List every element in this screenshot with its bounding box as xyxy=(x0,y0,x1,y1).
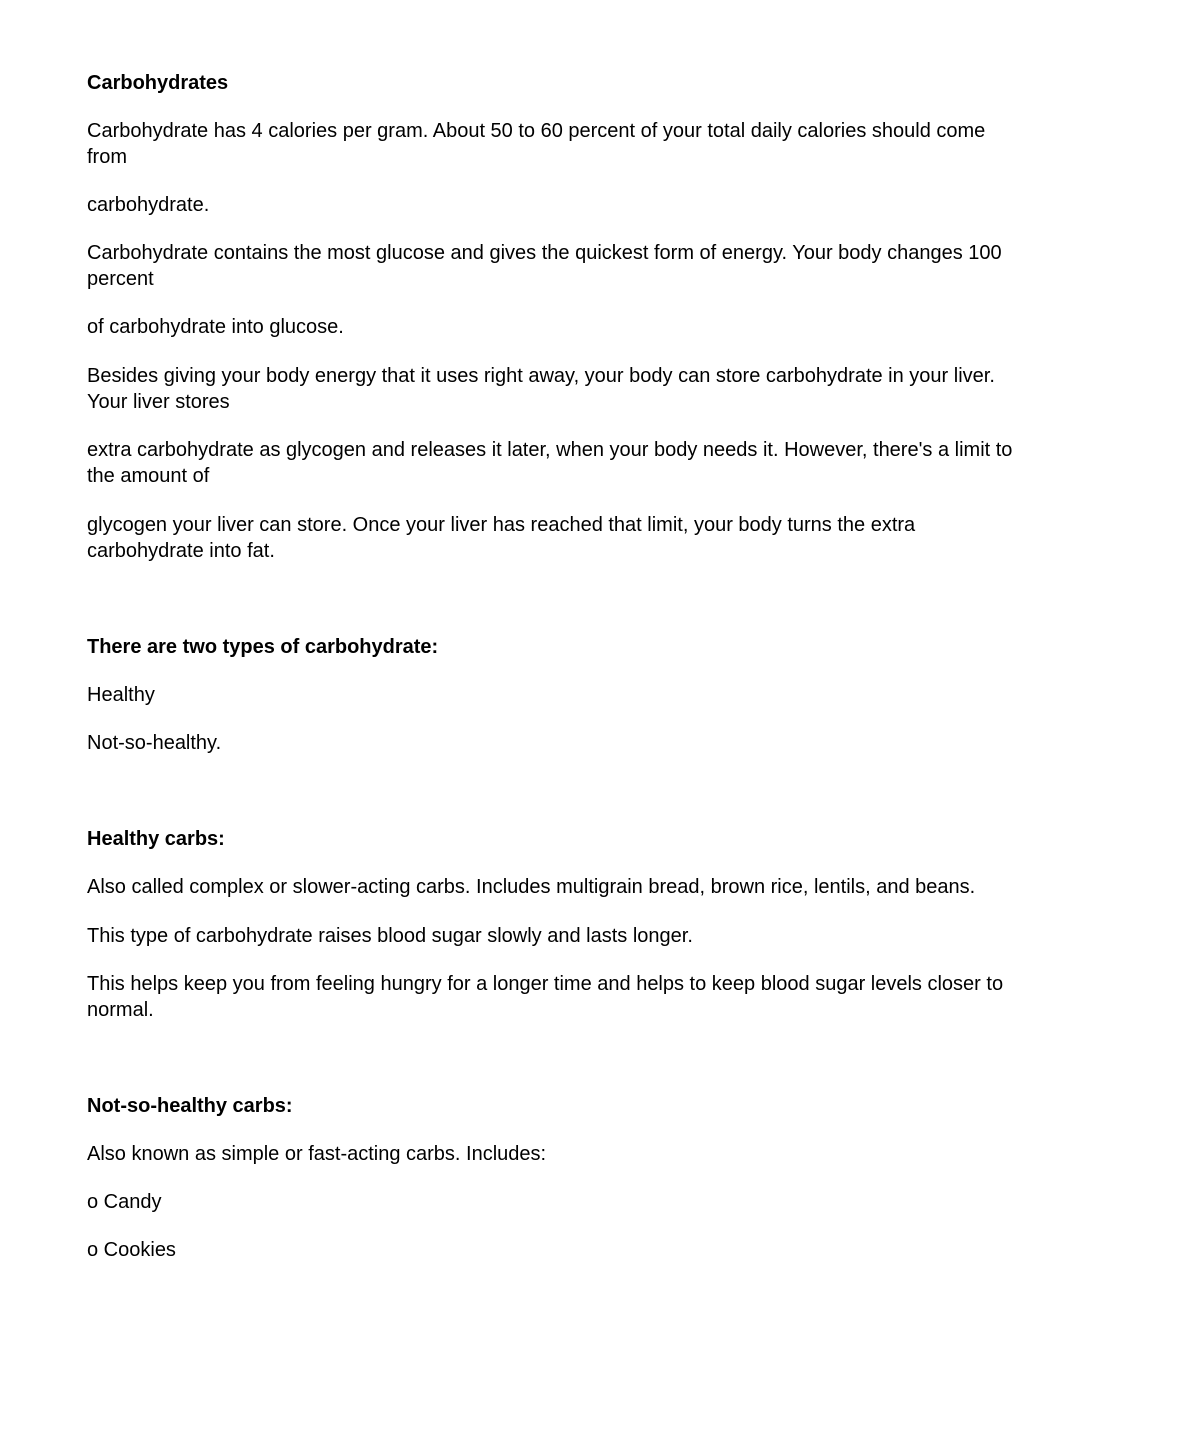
heading-types: There are two types of carbohydrate: xyxy=(87,636,439,658)
paragraph-calories: Carbohydrate has 4 calories per gram. About 50 to 60 percent of your total daily calories should come from xyxy=(87,120,986,168)
paragraph-calories-cont: carbohydrate. xyxy=(87,194,210,216)
paragraph-healthy-2: This type of carbohydrate raises blood sugar slowly and lasts longer. xyxy=(87,925,693,947)
paragraph-glycogen: extra carbohydrate as glycogen and releases it later, when your body needs it. However, there's a limit to the amount of xyxy=(87,439,1013,487)
type-not-so-healthy: Not-so-healthy. xyxy=(87,732,222,754)
paragraph-glucose-cont: of carbohydrate into glucose. xyxy=(87,316,344,338)
heading-not-so-healthy-carbs: Not-so-healthy carbs: xyxy=(87,1095,293,1117)
list-item: o Candy xyxy=(87,1191,162,1213)
paragraph-healthy-3: This helps keep you from feeling hungry for a longer time and helps to keep blood sugar levels closer to normal. xyxy=(87,973,1004,1021)
paragraph-not-so-healthy-1: Also known as simple or fast-acting carbs. Includes: xyxy=(87,1143,547,1165)
heading-healthy-carbs: Healthy carbs: xyxy=(87,828,225,850)
paragraph-healthy-1: Also called complex or slower-acting carbs. Includes multigrain bread, brown rice, lentils, and beans. xyxy=(87,876,976,898)
paragraph-liver: Besides giving your body energy that it uses right away, your body can store carbohydrate in your liver. Your liver stores xyxy=(87,365,995,413)
paragraph-glucose: Carbohydrate contains the most glucose and gives the quickest form of energy. Your body changes 100 percent xyxy=(87,242,1002,290)
list-item: o Cookies xyxy=(87,1239,176,1261)
heading-carbohydrates: Carbohydrates xyxy=(87,72,229,94)
paragraph-fat: glycogen your liver can store. Once your liver has reached that limit, your body turns the extra carbohydrate into fat. xyxy=(87,514,916,562)
type-healthy: Healthy xyxy=(87,684,155,706)
